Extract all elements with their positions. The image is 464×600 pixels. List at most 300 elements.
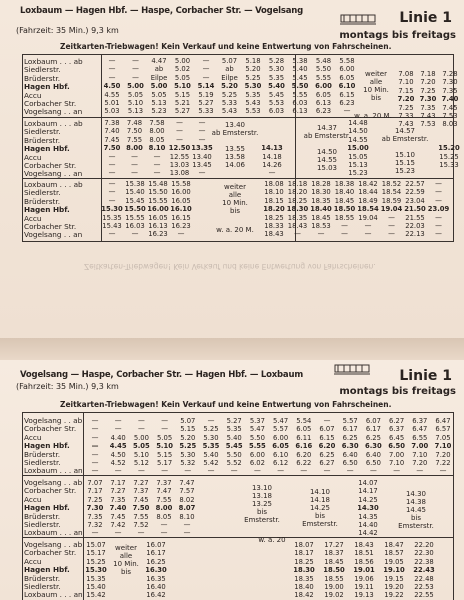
time-cell: 7.20 bbox=[397, 95, 415, 104]
time-cell: 5.35 bbox=[245, 90, 261, 99]
time-cell: — bbox=[253, 467, 261, 476]
time-cell: 22.03 bbox=[405, 222, 425, 231]
time-column bbox=[223, 417, 245, 476]
time-cell: 5.05 bbox=[127, 90, 144, 99]
time-cell: 5.50 bbox=[291, 82, 309, 91]
time-cell: 5.45 bbox=[268, 90, 285, 99]
time-cell: 15.17 bbox=[86, 549, 106, 558]
time-cell: — bbox=[369, 467, 377, 476]
time-cell: — bbox=[161, 467, 168, 476]
time-cell: 16.05 bbox=[171, 196, 191, 205]
time-cell: 18.45 bbox=[324, 557, 344, 566]
time-column bbox=[123, 180, 147, 239]
time-cell: 16.42 bbox=[146, 591, 166, 600]
time-cell: 7.35 bbox=[442, 86, 458, 95]
time-cell: Eilpe bbox=[150, 73, 168, 82]
time-cell: 6.05 bbox=[296, 425, 312, 434]
interval-note-1: weiter alle 10 Min. bis bbox=[363, 70, 389, 102]
time-cell: 19.02 bbox=[324, 591, 344, 600]
time-cell: 6.03 bbox=[292, 99, 308, 108]
time-column bbox=[409, 417, 431, 476]
time-column bbox=[432, 417, 454, 476]
time-column bbox=[395, 70, 417, 129]
time-column bbox=[309, 180, 333, 239]
time-cell: 6.13 bbox=[315, 99, 332, 108]
time-cell: — bbox=[435, 196, 442, 205]
time-cell: 7.35 bbox=[87, 512, 103, 521]
time-cell: 6.13 bbox=[292, 107, 308, 116]
time-cell: 15.20 bbox=[438, 144, 460, 153]
time-cell: — bbox=[131, 169, 138, 178]
time-cell: 7.17 bbox=[110, 479, 126, 487]
time-cell: 18.50 bbox=[323, 566, 345, 575]
time-cell: 6.47 bbox=[412, 425, 428, 434]
time-column bbox=[147, 57, 171, 116]
time-cell: 7.28 bbox=[442, 70, 458, 78]
time-cell: 5.57 bbox=[273, 425, 289, 434]
time-cell: 4.52 bbox=[110, 459, 126, 468]
time-cell: 6.22 bbox=[296, 459, 312, 468]
time-cell: 14.40 bbox=[358, 521, 378, 530]
time-cell: 16.17 bbox=[146, 549, 166, 558]
time-cell: 6.17 bbox=[365, 425, 381, 434]
time-cell: 15.33 bbox=[439, 161, 459, 170]
time-cell: — bbox=[91, 425, 99, 434]
time-cell: 23.09 bbox=[427, 205, 450, 214]
time-cell: 5.07 bbox=[180, 417, 196, 425]
time-cell: 18.25 bbox=[264, 213, 284, 222]
time-cell: 7.20 bbox=[420, 78, 436, 87]
time-cell: 22.57 bbox=[405, 180, 425, 188]
time-column bbox=[100, 180, 124, 239]
time-cell: 6.23 bbox=[339, 99, 355, 108]
time-cell: 15.25 bbox=[86, 557, 106, 566]
time-column bbox=[123, 119, 147, 178]
time-cell: 7.25 bbox=[87, 495, 103, 504]
time-cell: 7.40 bbox=[441, 95, 459, 104]
time-cell: 16.00 bbox=[171, 188, 191, 197]
time-cell: 21.50 bbox=[404, 205, 426, 214]
time-cell: 18.49 bbox=[358, 196, 378, 205]
time-cell: 6.25 bbox=[365, 433, 381, 442]
time-cell: — bbox=[198, 119, 206, 127]
time-column bbox=[288, 57, 312, 116]
time-column bbox=[265, 57, 289, 116]
time-cell: 5.43 bbox=[245, 99, 261, 108]
time-cell: — bbox=[268, 169, 276, 178]
time-cell: 7.22 bbox=[435, 459, 451, 468]
time-cell: 7.33 bbox=[398, 112, 414, 121]
time-cell: — bbox=[137, 425, 145, 434]
time-cell: 15.40 bbox=[125, 188, 145, 197]
time-cell: 18.42 bbox=[294, 591, 314, 600]
time-cell: 5.05 bbox=[133, 442, 150, 451]
time-cell: 5.17 bbox=[157, 459, 173, 468]
time-cell: 18.53 bbox=[311, 222, 331, 231]
time-cell: 7.37 bbox=[133, 487, 149, 496]
time-column bbox=[176, 479, 198, 538]
time-column bbox=[124, 57, 148, 116]
time-cell: 16.25 bbox=[146, 557, 166, 566]
time-cell: 14.30 bbox=[357, 504, 379, 513]
time-cell: — bbox=[202, 73, 210, 82]
time-cell: 14.48 bbox=[348, 119, 368, 127]
time-cell: 6.37 bbox=[389, 425, 405, 434]
time-column bbox=[312, 57, 336, 116]
time-cell: 8.05 bbox=[156, 512, 172, 521]
time-cell: 15.05 bbox=[348, 152, 368, 161]
time-cell: 6.00 bbox=[273, 433, 289, 442]
time-cell: 12.55 bbox=[169, 152, 190, 161]
time-cell: 18.30 bbox=[286, 205, 309, 214]
time-cell: 14.55 bbox=[348, 135, 368, 144]
time-cell: — bbox=[160, 529, 168, 538]
time-cell: 18.18 bbox=[287, 180, 308, 188]
time-cell: 14.17 bbox=[358, 487, 378, 496]
time-cell: — bbox=[153, 161, 161, 170]
time-cell: — bbox=[198, 169, 206, 178]
time-cell: 7.00 bbox=[411, 442, 429, 451]
time-cell: — bbox=[317, 230, 325, 239]
time-cell: 7.53 bbox=[420, 120, 436, 129]
time-cell: 5.27 bbox=[226, 417, 242, 425]
time-cell: 7.43 bbox=[420, 112, 436, 121]
time-cell: 5.13 bbox=[127, 107, 144, 116]
time-cell: 22.43 bbox=[413, 566, 435, 575]
time-cell: 18.10 bbox=[264, 188, 284, 197]
time-cell: 16.30 bbox=[145, 566, 167, 575]
time-cell: 5.18 bbox=[245, 57, 261, 65]
time-cell: — bbox=[176, 119, 183, 127]
time-cell: 5.15 bbox=[157, 450, 173, 459]
time-cell: 6.07 bbox=[365, 417, 381, 425]
time-cell: 21.55 bbox=[405, 213, 425, 222]
time-cell: 5.10 bbox=[127, 99, 144, 108]
time-cell: 7.10 bbox=[398, 78, 414, 87]
time-cell: 7.37 bbox=[156, 479, 172, 487]
time-column bbox=[412, 541, 436, 600]
time-cell: — bbox=[198, 127, 206, 136]
time-cell: 6.00 bbox=[339, 65, 355, 74]
time-cell: 18.40 bbox=[334, 188, 355, 197]
time-cell: 5.20 bbox=[221, 82, 238, 91]
time-cell: 14.26 bbox=[262, 161, 282, 170]
return-emsterstr-2: 14.10 14.18 14.25 bis Emsterstr. bbox=[302, 488, 338, 528]
time-cell: 8.00 bbox=[155, 504, 173, 513]
time-cell: 15.48 bbox=[148, 180, 168, 188]
time-cell: 13.03 bbox=[169, 161, 190, 170]
interval-note-2: weiter alle 10 Min. bis bbox=[222, 183, 248, 215]
time-cell: 18.54 bbox=[357, 205, 379, 214]
time-cell: 7.50 bbox=[132, 504, 150, 513]
line-label: Linie 1 bbox=[399, 10, 452, 26]
time-cell: 5.32 bbox=[180, 459, 196, 468]
time-cell: 5.05 bbox=[157, 433, 173, 442]
service-days: montags bis freitags bbox=[339, 30, 456, 41]
time-cell: 8.02 bbox=[179, 495, 195, 504]
time-cell: — bbox=[183, 521, 191, 530]
stop-list-r2: Vogelsang . . ab Corbacher Str. Accu Hagen Hbf. Brüderstr. Siedlerstr. Loxbaum . . . an bbox=[24, 478, 83, 538]
time-cell: 22.30 bbox=[414, 549, 434, 558]
time-column bbox=[286, 180, 310, 239]
time-cell: 7.25 bbox=[420, 86, 436, 95]
time-cell: 15.55 bbox=[148, 196, 168, 205]
time-cell: 5.02 bbox=[174, 65, 191, 74]
bottom-page bbox=[0, 360, 464, 600]
time-cell: 5.20 bbox=[245, 65, 261, 74]
time-cell: 5.23 bbox=[151, 107, 167, 116]
time-cell: 18.56 bbox=[354, 557, 374, 566]
time-cell: 14.07 bbox=[358, 479, 378, 487]
time-column bbox=[154, 417, 176, 476]
time-cell: 7.35 bbox=[420, 103, 436, 112]
time-cell: 5.47 bbox=[273, 417, 289, 425]
time-column bbox=[246, 417, 268, 476]
time-cell: 19.13 bbox=[354, 591, 374, 600]
time-cell: 15.55 bbox=[125, 213, 145, 222]
tram-logo-icon bbox=[340, 12, 376, 25]
time-column bbox=[322, 541, 346, 600]
time-cell: — bbox=[108, 230, 116, 239]
time-cell: — bbox=[198, 135, 206, 144]
time-cell: — bbox=[91, 450, 99, 459]
time-cell: 5.05 bbox=[174, 73, 191, 82]
time-cell: 5.54 bbox=[296, 417, 312, 425]
time-cell: 23.04 bbox=[405, 196, 425, 205]
time-cell: 7.52 bbox=[133, 521, 149, 530]
time-cell: 18.37 bbox=[324, 549, 344, 558]
time-cell: — bbox=[416, 467, 424, 476]
time-cell: 8.00 bbox=[126, 144, 143, 153]
time-cell: — bbox=[294, 230, 301, 239]
time-cell: 18.25 bbox=[294, 557, 314, 566]
return-interval-20: w. a. 20 bbox=[258, 536, 286, 544]
emsterstr-note-2: 14.37 ab Emsterstr. 14.50 14.55 15.03 bbox=[303, 124, 351, 172]
time-cell: 18.20 bbox=[263, 205, 285, 214]
time-cell: 16.00 bbox=[147, 205, 169, 214]
time-column bbox=[356, 180, 380, 239]
time-cell: — bbox=[341, 222, 348, 231]
time-cell: 15.35 bbox=[102, 213, 122, 222]
time-cell: 7.00 bbox=[389, 450, 405, 459]
time-cell: — bbox=[207, 467, 215, 476]
time-cell: 7.45 bbox=[104, 135, 120, 144]
time-column bbox=[292, 541, 316, 600]
time-cell: 5.55 bbox=[292, 90, 308, 99]
time-cell: 7.27 bbox=[133, 479, 149, 487]
time-cell: 18.40 bbox=[294, 583, 314, 592]
time-cell: 7.55 bbox=[133, 512, 149, 521]
time-cell: 5.05 bbox=[151, 90, 167, 99]
time-cell: 7.10 bbox=[434, 442, 452, 451]
time-cell: 12.50 bbox=[168, 144, 191, 153]
time-cell: 18.35 bbox=[294, 574, 314, 583]
time-column bbox=[200, 417, 222, 476]
time-cell: — bbox=[137, 417, 145, 425]
time-cell: — bbox=[277, 467, 284, 476]
time-cell: 5.25 bbox=[203, 425, 219, 434]
time-cell: 5.55 bbox=[315, 73, 332, 82]
time-column bbox=[356, 479, 380, 538]
time-cell: — bbox=[108, 196, 116, 205]
time-cell: 18.54 bbox=[381, 188, 402, 197]
time-cell: 13.08 bbox=[169, 169, 190, 178]
time-cell: 6.50 bbox=[388, 442, 405, 451]
time-cell: 14.13 bbox=[261, 144, 283, 153]
return-interval-note: weiter alle 10 Min. bis bbox=[113, 544, 139, 576]
time-cell: 5.30 bbox=[203, 433, 219, 442]
time-cell: 18.35 bbox=[311, 196, 331, 205]
time-cell: 16.15 bbox=[171, 213, 191, 222]
time-cell: 19.04 bbox=[380, 205, 403, 214]
time-column bbox=[100, 57, 124, 116]
time-cell: 5.55 bbox=[249, 442, 266, 451]
time-cell: 7.55 bbox=[126, 135, 143, 144]
tram-logo-icon-2 bbox=[334, 362, 370, 375]
time-cell: 5.25 bbox=[221, 90, 238, 99]
time-cell: — bbox=[176, 127, 183, 136]
time-cell: 6.40 bbox=[342, 450, 358, 459]
time-cell: 6.25 bbox=[342, 433, 358, 442]
time-column bbox=[362, 417, 384, 476]
time-cell: 19.00 bbox=[324, 583, 344, 592]
time-cell: — bbox=[364, 222, 372, 231]
time-column bbox=[293, 417, 315, 476]
time-cell: 15.38 bbox=[125, 180, 145, 188]
time-cell: 5.27 bbox=[198, 99, 214, 108]
service-days-return: montags bis freitags bbox=[339, 386, 456, 397]
time-cell: — bbox=[343, 107, 351, 116]
time-cell: 16.07 bbox=[146, 541, 166, 549]
time-cell: 7.53 bbox=[442, 112, 458, 121]
time-cell: 7.10 bbox=[412, 450, 428, 459]
time-cell: 6.23 bbox=[315, 107, 332, 116]
time-cell: — bbox=[435, 188, 442, 197]
time-cell: — bbox=[161, 425, 168, 434]
time-cell: 15.00 bbox=[347, 144, 369, 153]
time-cell: 6.47 bbox=[435, 417, 451, 425]
time-column bbox=[107, 479, 129, 538]
time-column bbox=[84, 417, 106, 476]
time-cell: 6.30 bbox=[341, 442, 359, 451]
time-cell: — bbox=[137, 529, 145, 538]
time-cell: 22.20 bbox=[414, 541, 434, 549]
time-cell: 7.27 bbox=[110, 487, 126, 496]
time-cell: 5.50 bbox=[315, 65, 332, 74]
emsterstr-note-3: 14.57 ab Emsterstr. 15.10 15.15 15.23 bbox=[381, 127, 429, 175]
travel-time-return: (Fahrzeit: 35 Min.) 9,3 km bbox=[16, 382, 119, 391]
time-cell: — bbox=[132, 73, 139, 82]
time-cell: 6.17 bbox=[342, 425, 358, 434]
time-cell: — bbox=[114, 529, 122, 538]
time-cell: 5.14 bbox=[197, 82, 215, 91]
page-gutter bbox=[0, 338, 464, 360]
time-cell: 7.43 bbox=[398, 120, 414, 129]
time-cell: 6.15 bbox=[319, 433, 335, 442]
time-cell: — bbox=[114, 425, 122, 434]
time-cell: 5.42 bbox=[203, 459, 219, 468]
time-cell: 18.17 bbox=[294, 549, 314, 558]
time-cell: — bbox=[108, 57, 116, 65]
time-cell: 5.40 bbox=[292, 65, 308, 74]
time-cell: 7.25 bbox=[398, 103, 414, 112]
time-column bbox=[130, 479, 152, 538]
time-column bbox=[380, 180, 404, 239]
time-cell: 7.20 bbox=[412, 459, 428, 468]
time-cell: 18.08 bbox=[264, 180, 284, 188]
interval-20-1: w. a. 20 M. bbox=[354, 112, 392, 120]
time-cell: 5.12 bbox=[133, 459, 149, 468]
time-cell: 6.10 bbox=[273, 450, 289, 459]
time-cell: 18.15 bbox=[264, 196, 284, 205]
time-cell: 5.27 bbox=[174, 107, 191, 116]
time-cell: 15.42 bbox=[86, 591, 106, 600]
time-cell: 18.25 bbox=[287, 196, 308, 205]
time-cell: 5.15 bbox=[174, 90, 191, 99]
time-cell: 14.50 bbox=[348, 127, 368, 136]
time-cell: 6.05 bbox=[272, 442, 289, 451]
time-cell: 18.07 bbox=[294, 541, 314, 549]
time-cell: — bbox=[137, 467, 145, 476]
stop-list-r3: Vogelsang . . ab Corbacher Str. Accu Hagen Hbf. Brüderstr. Siedlerstr. Loxbaum . . . an bbox=[24, 540, 83, 600]
time-cell: 5.52 bbox=[226, 459, 242, 468]
time-cell: 16.05 bbox=[148, 213, 168, 222]
time-cell: 13.40 bbox=[192, 152, 212, 161]
time-cell: 18.30 bbox=[293, 566, 315, 575]
time-cell: 15.25 bbox=[439, 152, 459, 161]
time-column bbox=[146, 180, 170, 239]
time-cell: 7.45 bbox=[110, 512, 126, 521]
time-cell: 5.10 bbox=[174, 82, 191, 91]
time-cell: 17.27 bbox=[324, 541, 344, 549]
time-cell: 18.43 bbox=[287, 222, 308, 231]
stop-list-2: Loxbaum . . . ab Siedlerstr. Brüderstr. Hagen Hbf. Accu Corbacher Str. Vogelsang . . an bbox=[24, 119, 83, 179]
time-cell: — bbox=[108, 152, 116, 161]
time-cell: 16.35 bbox=[146, 574, 166, 583]
time-cell: 7.30 bbox=[86, 504, 104, 513]
time-cell: — bbox=[132, 57, 139, 65]
time-cell: 4.40 bbox=[110, 433, 126, 442]
time-cell: 5.00 bbox=[150, 82, 168, 91]
time-cell: — bbox=[177, 230, 185, 239]
time-cell: 19.20 bbox=[384, 583, 404, 592]
time-cell: 18.47 bbox=[384, 541, 404, 549]
emsterstr-note-1: 13.40 ab Emsterstr. 13.55 13.58 14.06 bbox=[211, 121, 259, 169]
time-column bbox=[218, 57, 242, 116]
ticket-note: Zeitkarten-Triebwagen! Kein Verkauf und keine Entwertung von Fahrscheinen. bbox=[60, 42, 392, 51]
time-cell: 5.03 bbox=[104, 107, 120, 116]
time-column bbox=[262, 180, 286, 239]
time-column bbox=[352, 541, 376, 600]
time-cell: 7.47 bbox=[179, 479, 195, 487]
time-cell: — bbox=[341, 230, 348, 239]
time-cell: 13.35 bbox=[191, 144, 213, 153]
time-cell: — bbox=[439, 467, 447, 476]
time-cell: 7.57 bbox=[179, 487, 195, 496]
time-column bbox=[107, 417, 129, 476]
time-cell: 5.37 bbox=[249, 417, 265, 425]
time-cell: 19.01 bbox=[353, 566, 375, 575]
time-cell: 7.40 bbox=[109, 504, 127, 513]
time-cell: 22.38 bbox=[414, 557, 434, 566]
time-cell: 14.18 bbox=[262, 152, 282, 161]
time-cell: — bbox=[132, 65, 139, 74]
route-title-return: Vogelsang — Haspe, Corbacher Str. — Hagen Hbf. — Loxbaum bbox=[20, 370, 303, 380]
time-cell: 5.13 bbox=[151, 99, 167, 108]
time-cell: 7.07 bbox=[87, 479, 103, 487]
time-cell: 18.33 bbox=[264, 222, 284, 231]
time-cell: — bbox=[323, 417, 331, 425]
